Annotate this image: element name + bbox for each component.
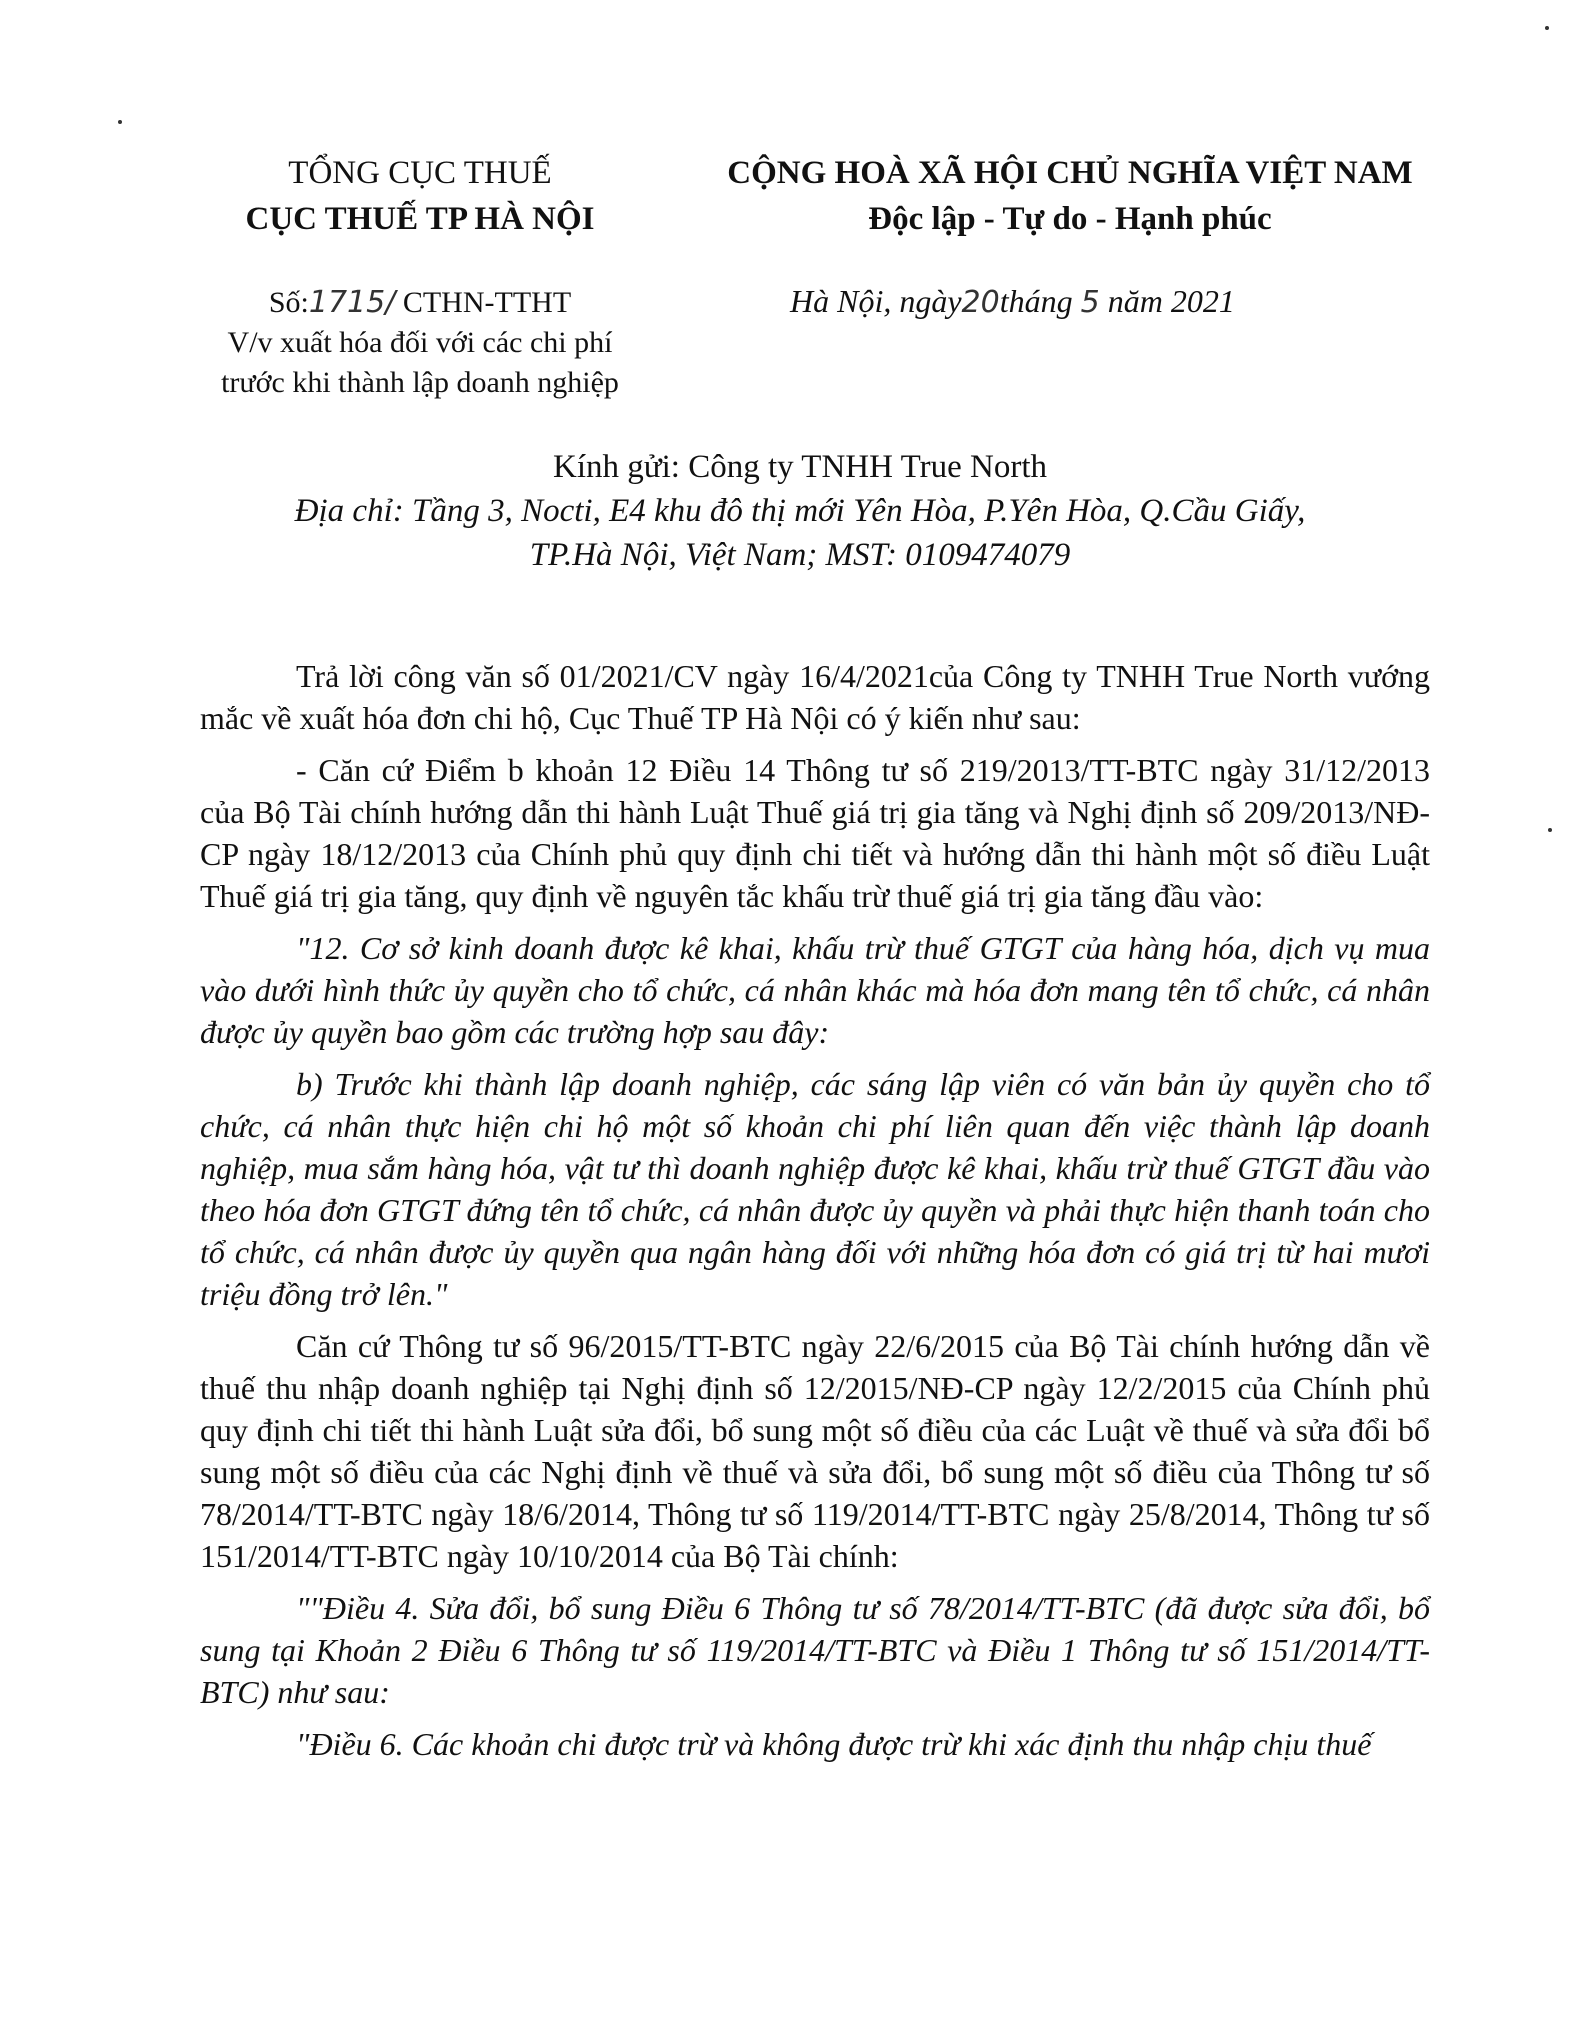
document-number-prefix: Số: [268,286,309,319]
quote-clause-12: "12. Cơ sở kinh doanh được kê khai, khấu trừ thuế GTGT của hàng hóa, dịch vụ mua vào dưới hình thức ủy quyền cho tổ chức, cá nhân khác mà hóa đơn mang tên tổ chức, cá nhân được ủy quyền bao gồm các trường hợp sau đây: [200,930,1430,1050]
date-year: năm 2021 [1107,283,1235,319]
recipient-address-tax-id: TP.Hà Nội, Việt Nam; MST: 0109474079 [529,537,1071,573]
recipient-block [200,445,1400,577]
quote-point-b: b) Trước khi thành lập doanh nghiệp, các sáng lập viên có văn bản ủy quyền cho tổ chức, cá nhân thực hiện chi hộ một số khoản chi phí liên quan đến việc thành lập doanh nghiệp, mua sắm hàng hóa, vật tư thì doanh nghiệp được kê khai, khấu trừ thuế GTGT đầu vào theo hóa đơn GTGT đứng tên tổ chức, cá nhân được ủy quyền và phải thực hiện thanh toán cho tổ chức, cá nhân được ủy quyền qua ngân hàng đối với những hóa đơn có giá trị từ hai mươi triệu đồng trở lên." [200,1066,1430,1312]
paragraph-legal-basis-cit: Căn cứ Thông tư số 96/2015/TT-BTC ngày 22/6/2015 của Bộ Tài chính hướng dẫn về thuế thu nhập doanh nghiệp tại Nghị định số 12/2015/NĐ-CP ngày 12/2/2015 của Chính phủ quy định chi tiết thi hành Luật sửa đổi, bổ sung một số điều của các Luật về thuế và sửa đổi bổ sung một số điều của các Nghị định về thuế và sửa đổi, bổ sung một số điều của Thông tư số 78/2014/TT-BTC ngày 18/6/2014, Thông tư số 119/2014/TT-BTC ngày 25/8/2014, Thông tư số 151/2014/TT-BTC ngày 10/10/2014 của Bộ Tài chính: [200,1328,1430,1574]
issuer-parent-agency: TỔNG CỤC THUẾ [288,155,552,191]
national-header [680,150,1460,242]
date-month-label: tháng [999,283,1073,319]
letter-body [200,655,1430,1775]
document-reference [180,283,660,403]
date-prefix: Hà Nội, ngày [790,283,962,319]
scan-speck [1548,828,1552,832]
subject-line-2: trước khi thành lập doanh nghiệp [221,366,619,399]
national-motto: Độc lập - Tự do - Hạnh phúc [868,201,1272,237]
issuer-agency: CỤC THUẾ TP HÀ NỘI [245,201,595,237]
document-number [180,283,660,323]
document-date [790,283,1235,320]
document-number-suffix: CTHN-TTHT [395,286,572,319]
country-name: CỘNG HOÀ XÃ HỘI CHỦ NGHĨA VIỆT NAM [727,155,1413,191]
scan-speck [118,120,122,124]
quote-article-6: "Điều 6. Các khoản chi được trừ và không được trừ khi xác định thu nhập chịu thuế [296,1726,1372,1762]
paragraph-reply: Trả lời công văn số 01/2021/CV ngày 16/4/2021của Công ty TNHH True North vướng mắc về xuất hóa đơn chi hộ, Cục Thuế TP Hà Nội có ý kiến như sau: [200,658,1430,736]
handwritten-number: 1715/ [308,285,396,320]
scan-speck [1545,26,1549,30]
subject-line-1: V/v xuất hóa đối với các chi phí [227,326,613,359]
issuer-header [200,150,640,242]
paragraph-legal-basis-vat: - Căn cứ Điểm b khoản 12 Điều 14 Thông tư số 219/2013/TT-BTC ngày 31/12/2013 của Bộ Tài chính hướng dẫn thi hành Luật Thuế giá trị gia tăng và Nghị định số 209/2013/NĐ-CP ngày 18/12/2013 của Chính phủ quy định chi tiết và hướng dẫn thi hành một số điều Luật Thuế giá trị gia tăng, quy định về nguyên tắc khấu trừ thuế giá trị gia tăng đầu vào: [200,752,1430,914]
handwritten-month: 5 [1080,285,1100,320]
quote-article-4: ""Điều 4. Sửa đổi, bổ sung Điều 6 Thông tư số 78/2014/TT-BTC (đã được sửa đổi, bổ sung tại Khoản 2 Điều 6 Thông tư số 119/2014/TT-BTC và Điều 1 Thông tư số 151/2014/TT-BTC) như sau: [200,1590,1430,1710]
recipient-name: Kính gửi: Công ty TNHH True North [553,449,1047,485]
recipient-address: Địa chỉ: Tầng 3, Nocti, E4 khu đô thị mới Yên Hòa, P.Yên Hòa, Q.Cầu Giấy, [294,493,1306,529]
handwritten-day: 20 [961,285,1000,320]
